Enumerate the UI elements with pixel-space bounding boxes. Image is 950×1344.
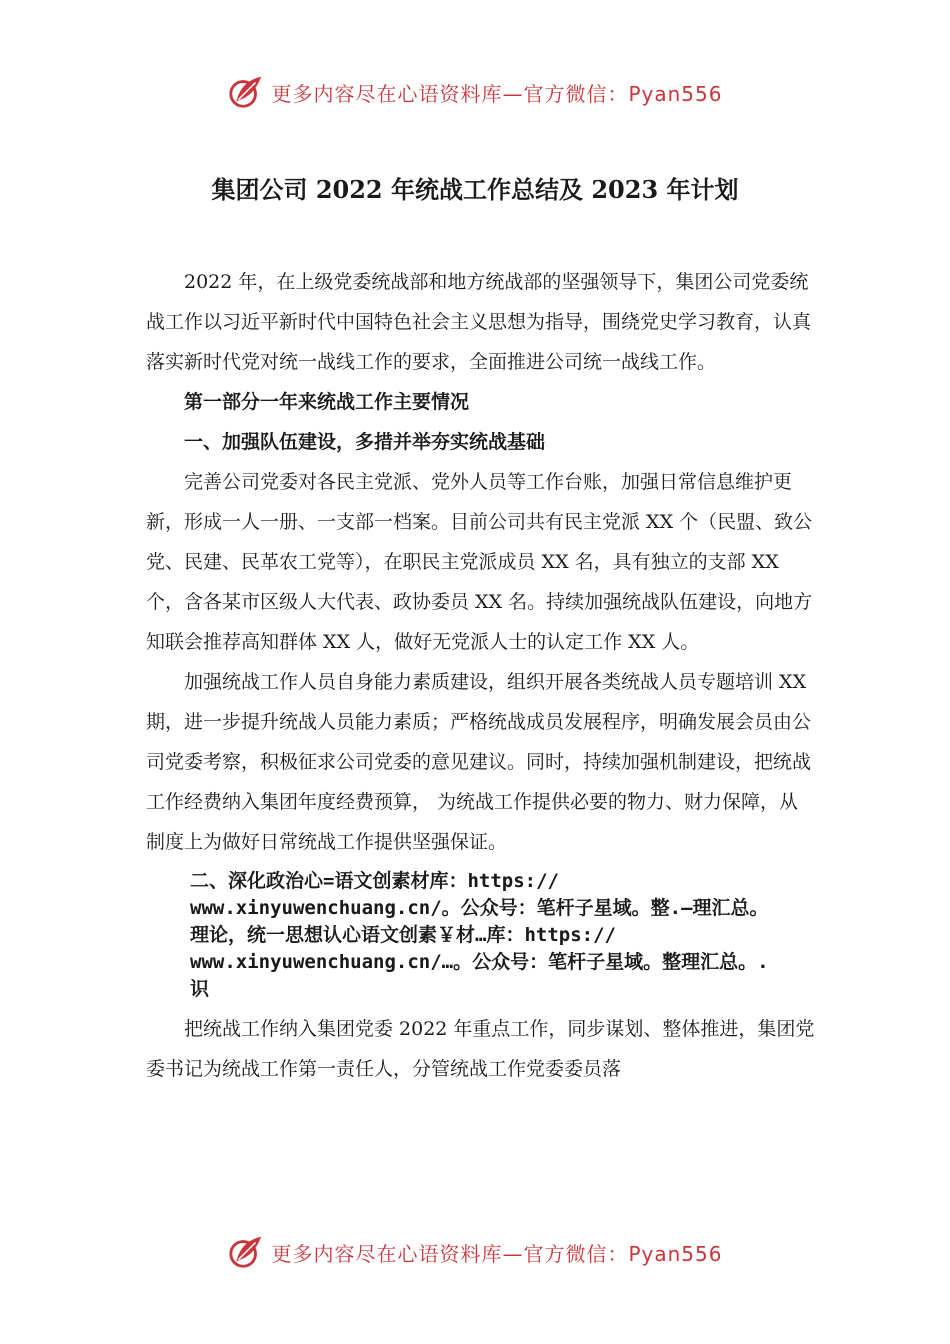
watermark-banner-bottom (0, 1232, 950, 1272)
paragraph: 加强统战工作人员自身能力素质建设，组织开展各类统战人员专题培训 XX 期，进一步提升统战人员能力素质；严格统战成员发展程序，明确发展会员由公司党委考察，积极征求公司党委的意见建议。同时，持续加强机制建设，把统战工作经费纳入集团年度经费预算， 为统战工作提供必要的物力、财力保障，从制度上为做好日常统战工作提供坚强保证。 (146, 671, 812, 853)
paragraph: 完善公司党委对各民主党派、党外人员等工作台账，加强日常信息维护更新，形成一人一册、一支部一档案。目前公司共有民主党派 XX 个（民盟、致公党、民建、民革农工党等），在职民主党派成员 XX 名，具有独立的支部 XX 个，含各某市区级人大代表、政协委员 XX 名。持续加强统战队伍建设，向地方知联会推荐高知群体 XX 人，做好无党派人士的认定工作 XX 人。 (146, 471, 813, 653)
paragraph: 2022 年，在上级党委统战部和地方统战部的坚强领导下，集团公司党委统战工作以习近平新时代中国特色社会主义思想为指导，围绕党史学习教育，认真落实新时代党对统一战线工作的要求，全面推进公司统一战线工作。 (146, 271, 812, 373)
paragraph: 把统战工作纳入集团党委 2022 年重点工作，同步谋划、整体推进，集团党委书记为统战工作第一责任人，分管统战工作党委委员落 (146, 1018, 815, 1080)
leaf-logo-icon (227, 1233, 265, 1271)
watermark-banner-top (0, 72, 950, 112)
document-body (146, 262, 816, 1089)
document-title: 集团公司 2022 年统战工作总结及 2023 年计划 (211, 175, 739, 204)
watermark-text: 更多内容尽在心语资料库—官方微信：Pyan556 (271, 1241, 723, 1266)
subsection-heading-with-watermark: 二、深化政治心=语文创素材库：https:// www.xinyuwenchuang.cn/。公众号：笔杆子星域。整.—理汇总。 理论，统一思想认心语文创素￥材…库：https:// www.xinyuwenchuang.cn/…。公众号：笔杆子星域。整理汇总。. 识 (190, 870, 769, 1000)
section-heading: 第一部分一年来统战工作主要情况 (184, 391, 470, 413)
leaf-logo-icon (227, 73, 265, 111)
subsection-heading: 一、加强队伍建设，多措并举夯实统战基础 (184, 431, 546, 453)
watermark-text: 更多内容尽在心语资料库—官方微信：Pyan556 (271, 81, 723, 106)
